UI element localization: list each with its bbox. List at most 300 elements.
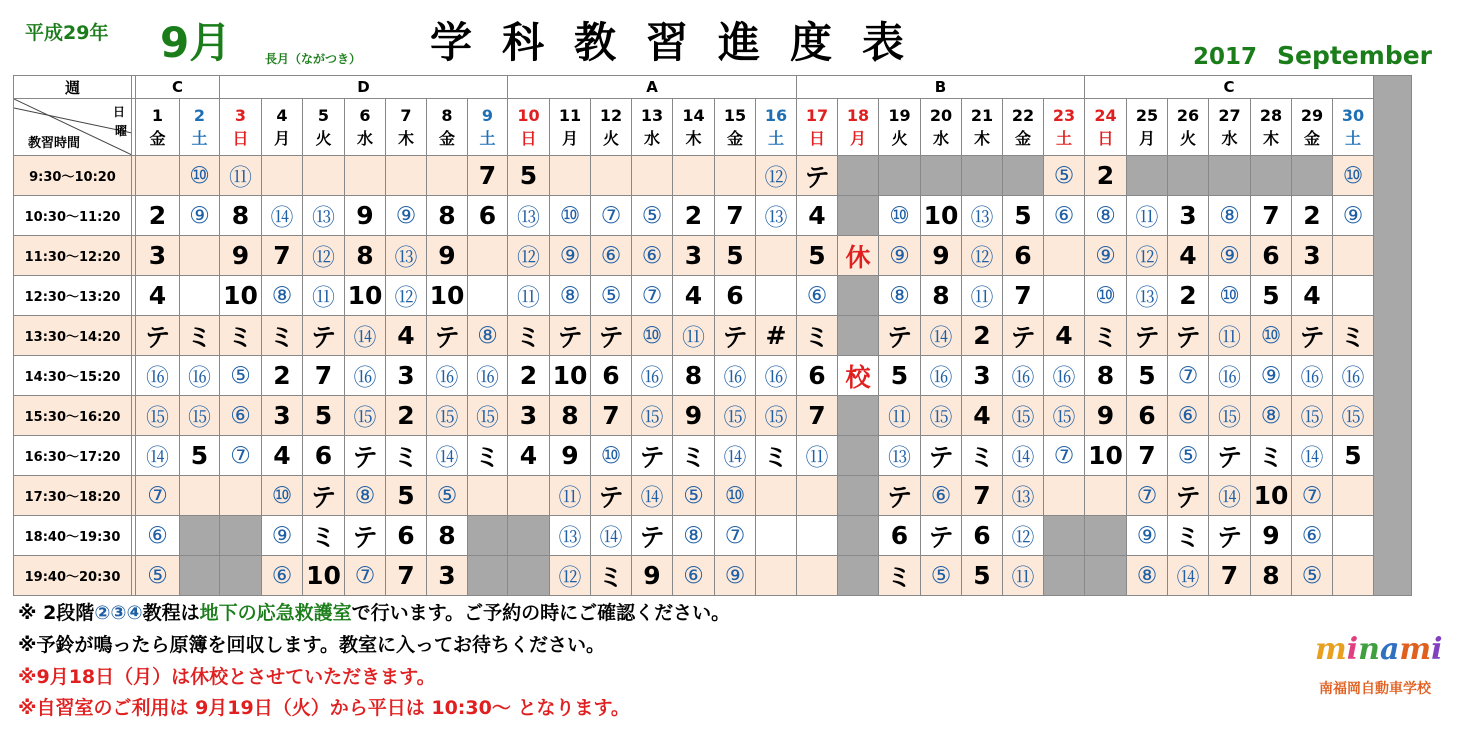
school-logo: minami 南福岡自動車学校	[1315, 632, 1443, 697]
lesson-cell: ミ	[1085, 316, 1127, 356]
lesson-cell: 9	[921, 236, 962, 276]
lesson-cell: ⑬	[386, 236, 427, 276]
lesson-cell: ミ	[879, 556, 921, 596]
lesson-cell: ⑮	[1209, 396, 1251, 436]
lesson-cell: 5	[1333, 436, 1374, 476]
lesson-cell: ⑯	[1209, 356, 1251, 396]
lesson-cell: 2	[508, 356, 550, 396]
closed-slot	[220, 556, 262, 596]
lesson-cell: ⑫	[303, 236, 345, 276]
closed-slot	[838, 276, 879, 316]
lesson-cell: ⑫	[386, 276, 427, 316]
day-weekday: 水	[1221, 129, 1238, 148]
lesson-cell: 6	[468, 196, 508, 236]
day-header	[715, 99, 756, 156]
day-number: 12	[599, 106, 623, 125]
day-number: 10	[517, 106, 540, 125]
lesson-cell: ⑧	[262, 276, 303, 316]
lesson-cell	[508, 476, 550, 516]
day-header	[797, 99, 838, 156]
lesson-cell: ⑧	[879, 276, 921, 316]
month-label: 9月	[160, 18, 232, 67]
lesson-cell: 5	[1127, 356, 1168, 396]
lesson-cell: ⑨	[550, 236, 591, 276]
lesson-cell: テ	[632, 436, 673, 476]
lesson-cell: ⑨	[180, 196, 220, 236]
lesson-cell: ⑭	[921, 316, 962, 356]
day-weekday: 火	[891, 129, 908, 148]
lesson-cell	[468, 276, 508, 316]
time-slot: 13:30～14:20	[14, 316, 132, 356]
lesson-cell: 5	[962, 556, 1003, 596]
lesson-cell: ⑭	[136, 436, 180, 476]
week-header-label: 週	[14, 76, 132, 99]
lesson-cell: ⑯	[715, 356, 756, 396]
lesson-cell: ⑯	[1044, 356, 1085, 396]
lesson-cell	[1044, 476, 1085, 516]
day-number: 28	[1259, 106, 1283, 125]
table-row	[14, 396, 1412, 436]
lesson-cell: テ	[591, 316, 632, 356]
day-weekday: 木	[973, 129, 990, 148]
lesson-cell: 10	[1251, 476, 1292, 516]
day-header	[1292, 99, 1333, 156]
lesson-cell	[262, 156, 303, 196]
lesson-cell: 4	[1292, 276, 1333, 316]
day-number: 19	[888, 106, 911, 125]
day-header	[1251, 99, 1292, 156]
lesson-cell: ⑤	[1292, 556, 1333, 596]
time-slot: 16:30～17:20	[14, 436, 132, 476]
lesson-cell: ⑤	[136, 556, 180, 596]
lesson-cell: ミ	[756, 436, 797, 476]
corner-time-label: 教習時間	[28, 136, 81, 151]
day-header	[427, 99, 468, 156]
closed-slot	[838, 396, 879, 436]
lesson-cell: ⑪	[962, 276, 1003, 316]
lesson-cell: ⑭	[715, 436, 756, 476]
lesson-cell: ミ	[386, 436, 427, 476]
lesson-cell: テ	[136, 316, 180, 356]
closed-slot	[180, 516, 220, 556]
lesson-cell: ⑤	[591, 276, 632, 316]
lesson-cell: ⑩	[550, 196, 591, 236]
day-header	[386, 99, 427, 156]
lesson-cell: ⑤	[673, 476, 715, 516]
day-number: 27	[1218, 106, 1241, 125]
table-row	[14, 436, 1412, 476]
lesson-cell: テ	[1292, 316, 1333, 356]
lesson-cell: 10	[550, 356, 591, 396]
day-weekday: 土	[191, 129, 208, 148]
lesson-cell: 7	[1003, 276, 1044, 316]
lesson-cell: 7	[386, 556, 427, 596]
lesson-cell: ⑧	[1209, 196, 1251, 236]
lesson-cell	[220, 476, 262, 516]
lesson-cell: ⑭	[632, 476, 673, 516]
lesson-cell: ⑨	[262, 516, 303, 556]
day-header	[1168, 99, 1209, 156]
day-header	[1333, 99, 1374, 156]
day-header	[303, 99, 345, 156]
closed-slot	[1251, 156, 1292, 196]
lesson-cell	[756, 276, 797, 316]
lesson-cell	[180, 236, 220, 276]
day-number: 26	[1176, 106, 1200, 125]
lesson-cell: ⑩	[1209, 276, 1251, 316]
lesson-cell: ⑯	[1292, 356, 1333, 396]
lesson-cell: ⑩	[1333, 156, 1374, 196]
table-row	[14, 316, 1412, 356]
lesson-cell: ⑨	[1209, 236, 1251, 276]
lesson-cell: ⑤	[427, 476, 468, 516]
lesson-cell: 8	[550, 396, 591, 436]
day-header	[1127, 99, 1168, 156]
lesson-cell	[345, 156, 386, 196]
lesson-cell: ⑬	[1127, 276, 1168, 316]
day-header	[921, 99, 962, 156]
day-number: 17	[805, 106, 829, 125]
lesson-cell: 9	[1251, 516, 1292, 556]
lesson-cell: 2	[962, 316, 1003, 356]
lesson-cell: 6	[591, 356, 632, 396]
lesson-cell: ⑪	[508, 276, 550, 316]
table-row	[14, 556, 1412, 596]
lesson-cell: ⑬	[962, 196, 1003, 236]
lesson-cell: テ	[797, 156, 838, 196]
lesson-cell: ⑮	[1333, 396, 1374, 436]
lesson-cell: 8	[427, 196, 468, 236]
day-header	[879, 99, 921, 156]
lesson-cell: 8	[1085, 356, 1127, 396]
lesson-cell: ミ	[303, 516, 345, 556]
closed-slot	[1003, 156, 1044, 196]
lesson-cell: ⑩	[879, 196, 921, 236]
lesson-cell: ⑦	[136, 476, 180, 516]
time-slot: 17:30～18:20	[14, 476, 132, 516]
lesson-cell: 3	[508, 396, 550, 436]
day-weekday: 火	[315, 129, 332, 148]
lesson-cell: ⑮	[715, 396, 756, 436]
lesson-cell: 2	[262, 356, 303, 396]
lesson-cell	[591, 156, 632, 196]
closed-slot	[838, 316, 879, 356]
day-weekday: 金	[149, 129, 166, 148]
lesson-cell: 5	[303, 396, 345, 436]
day-header	[220, 99, 262, 156]
day-number: 13	[640, 106, 664, 125]
lesson-cell: ⑥	[1292, 516, 1333, 556]
lesson-cell: テ	[345, 516, 386, 556]
time-slot: 19:40～20:30	[14, 556, 132, 596]
lesson-cell: 5	[386, 476, 427, 516]
note-study-room: ※自習室のご利用は 9月19日（火）から平日は 10:30～ となります。	[18, 697, 630, 719]
lesson-cell: ミ	[797, 316, 838, 356]
lesson-cell: 7	[1127, 436, 1168, 476]
lesson-cell: 3	[962, 356, 1003, 396]
lesson-cell: 6	[879, 516, 921, 556]
day-weekday: 金	[438, 129, 455, 148]
lesson-cell: ミ	[591, 556, 632, 596]
lesson-cell: ⑯	[1333, 356, 1374, 396]
lesson-cell: ⑧	[468, 316, 508, 356]
day-weekday: 月	[273, 129, 290, 148]
lesson-cell: ⑬	[508, 196, 550, 236]
lesson-cell: ⑩	[591, 436, 632, 476]
note-basement-prefix: ※ 2段階	[18, 602, 95, 624]
lesson-cell: ⑯	[632, 356, 673, 396]
lesson-cell: テ	[303, 476, 345, 516]
day-weekday: 金	[726, 129, 743, 148]
lesson-cell: ⑮	[345, 396, 386, 436]
closed-slot	[1168, 156, 1209, 196]
lesson-cell: ミ	[673, 436, 715, 476]
lesson-cell: テ	[1003, 316, 1044, 356]
table-row	[14, 276, 1412, 316]
day-number: 11	[558, 106, 582, 125]
lesson-cell: ⑧	[1251, 396, 1292, 436]
lesson-cell: ⑭	[345, 316, 386, 356]
lesson-cell	[756, 556, 797, 596]
lesson-cell: ⑫	[962, 236, 1003, 276]
lesson-cell: ⑪	[220, 156, 262, 196]
lesson-cell: 7	[303, 356, 345, 396]
lesson-cell	[303, 156, 345, 196]
closed-slot	[180, 556, 220, 596]
era-year: 平成29年	[25, 22, 109, 44]
lesson-cell	[1333, 516, 1374, 556]
lesson-cell	[797, 476, 838, 516]
note-basement	[18, 598, 730, 625]
lesson-cell: ⑪	[879, 396, 921, 436]
lesson-cell	[756, 516, 797, 556]
lesson-cell: 8	[1251, 556, 1292, 596]
day-weekday: 日	[520, 129, 537, 148]
closed-slot	[508, 556, 550, 596]
lesson-cell: 2	[1168, 276, 1209, 316]
day-weekday: 月	[561, 129, 578, 148]
lesson-cell: 7	[797, 396, 838, 436]
lesson-cell: ⑩	[1251, 316, 1292, 356]
time-slot: 12:30～13:20	[14, 276, 132, 316]
lesson-cell: ⑧	[673, 516, 715, 556]
lesson-cell: ⑥	[797, 276, 838, 316]
lesson-cell: 3	[386, 356, 427, 396]
lesson-cell	[756, 476, 797, 516]
lesson-cell: ⑪	[797, 436, 838, 476]
time-slot: 9:30～10:20	[14, 156, 132, 196]
lesson-cell: ⑭	[1168, 556, 1209, 596]
day-number: 4	[276, 106, 288, 125]
lesson-cell: 3	[673, 236, 715, 276]
lesson-cell: 6	[962, 516, 1003, 556]
lesson-cell: 休	[838, 236, 879, 276]
page-title: 学科教習進度表	[430, 18, 935, 67]
day-weekday: 水	[932, 129, 949, 148]
year-label: 2017	[1193, 44, 1258, 70]
lesson-cell: 6	[303, 436, 345, 476]
day-header	[262, 99, 303, 156]
lesson-cell: ⑩	[262, 476, 303, 516]
closed-slot	[1085, 516, 1127, 556]
lesson-cell: テ	[879, 476, 921, 516]
lesson-cell: ⑨	[1333, 196, 1374, 236]
lesson-cell: 10	[921, 196, 962, 236]
day-header	[1003, 99, 1044, 156]
lesson-cell: ⑤	[220, 356, 262, 396]
day-number: 5	[317, 106, 330, 125]
lesson-cell: 5	[715, 236, 756, 276]
day-header	[591, 99, 632, 156]
day-weekday: 土	[1344, 129, 1361, 148]
day-header	[673, 99, 715, 156]
week-group: A	[508, 76, 797, 99]
lesson-cell	[1333, 556, 1374, 596]
month-english: September	[1277, 41, 1432, 70]
lesson-cell: ⑪	[303, 276, 345, 316]
school-name: 南福岡自動車学校	[1319, 681, 1431, 697]
lesson-cell	[673, 156, 715, 196]
day-header	[136, 99, 180, 156]
lesson-cell: 3	[1292, 236, 1333, 276]
lesson-cell: ミ	[220, 316, 262, 356]
lesson-cell	[1333, 476, 1374, 516]
lesson-cell: ⑩	[715, 476, 756, 516]
lesson-cell: ミ	[1333, 316, 1374, 356]
closed-slot	[1292, 156, 1333, 196]
day-weekday: 火	[602, 129, 619, 148]
lesson-cell: ⑤	[632, 196, 673, 236]
day-weekday: 金	[1014, 129, 1031, 148]
week-group: D	[220, 76, 508, 99]
lesson-cell: ⑮	[180, 396, 220, 436]
day-weekday: 日	[808, 129, 825, 148]
lesson-cell: ⑫	[1127, 236, 1168, 276]
lesson-cell: ⑮	[1292, 396, 1333, 436]
lesson-cell: ⑮	[632, 396, 673, 436]
lesson-cell: ⑮	[427, 396, 468, 436]
day-header	[508, 99, 550, 156]
note-basement-mid: 教程は	[142, 602, 200, 624]
lesson-cell: テ	[1168, 316, 1209, 356]
day-number: 6	[359, 106, 371, 125]
note-basement-stages: ②③④	[94, 602, 143, 624]
lesson-cell: 10	[303, 556, 345, 596]
lesson-cell: 5	[1003, 196, 1044, 236]
lesson-cell: 2	[136, 196, 180, 236]
lesson-cell: 6	[1251, 236, 1292, 276]
lesson-cell	[1085, 476, 1127, 516]
closed-slot	[838, 516, 879, 556]
closed-slot	[468, 556, 508, 596]
lesson-cell: 4	[1044, 316, 1085, 356]
lesson-cell: テ	[715, 316, 756, 356]
lesson-cell: ⑩	[1085, 276, 1127, 316]
lesson-cell: ミ	[1251, 436, 1292, 476]
day-number: 24	[1094, 106, 1117, 125]
lesson-cell: ⑭	[591, 516, 632, 556]
lesson-cell: テ	[921, 436, 962, 476]
lesson-cell: 8	[921, 276, 962, 316]
lesson-cell: ⑪	[673, 316, 715, 356]
lesson-cell: ⑯	[136, 356, 180, 396]
lesson-cell: ⑯	[427, 356, 468, 396]
day-number: 8	[441, 106, 453, 125]
lesson-cell: ⑬	[303, 196, 345, 236]
day-number: 14	[682, 106, 705, 125]
day-number: 30	[1341, 106, 1365, 125]
time-slot: 14:30～15:20	[14, 356, 132, 396]
lesson-cell: ⑥	[921, 476, 962, 516]
lesson-cell: ミ	[262, 316, 303, 356]
lesson-cell: ⑦	[220, 436, 262, 476]
lesson-cell: 8	[673, 356, 715, 396]
lesson-cell: 7	[715, 196, 756, 236]
lesson-cell	[550, 156, 591, 196]
lesson-cell: 2	[673, 196, 715, 236]
corner-day-label: 日	[112, 105, 125, 119]
table-row	[14, 156, 1412, 196]
lesson-cell: ⑮	[921, 396, 962, 436]
day-weekday: 水	[643, 129, 660, 148]
lesson-cell: ⑦	[1044, 436, 1085, 476]
lesson-cell: 4	[136, 276, 180, 316]
lesson-cell: ⑥	[591, 236, 632, 276]
lesson-cell: ⑮	[1044, 396, 1085, 436]
lesson-cell: テ	[1209, 436, 1251, 476]
lesson-cell: ⑬	[879, 436, 921, 476]
lesson-cell: 3	[427, 556, 468, 596]
day-header	[838, 99, 879, 156]
closed-slot	[838, 196, 879, 236]
table-row	[14, 196, 1412, 236]
lesson-cell: 4	[673, 276, 715, 316]
day-weekday: 土	[767, 129, 784, 148]
lesson-cell: 2	[1085, 156, 1127, 196]
lesson-cell: 7	[262, 236, 303, 276]
closed-slot	[921, 156, 962, 196]
closed-slot	[1209, 156, 1251, 196]
lesson-cell: ⑯	[468, 356, 508, 396]
closed-slot	[1127, 156, 1168, 196]
day-weekday: 木	[685, 129, 702, 148]
lesson-cell: ⑤	[1044, 156, 1085, 196]
lesson-cell: ⑯	[921, 356, 962, 396]
lesson-cell: ⑨	[1251, 356, 1292, 396]
lesson-cell: 9	[427, 236, 468, 276]
lesson-cell: 10	[427, 276, 468, 316]
lesson-cell: 7	[962, 476, 1003, 516]
lesson-cell: 4	[1168, 236, 1209, 276]
lesson-cell: ミ	[962, 436, 1003, 476]
lesson-cell: 6	[715, 276, 756, 316]
lesson-cell: ⑧	[550, 276, 591, 316]
lesson-cell: ⑦	[1168, 356, 1209, 396]
lesson-cell: ミ	[1168, 516, 1209, 556]
lesson-cell: 7	[468, 156, 508, 196]
lesson-cell	[180, 276, 220, 316]
lesson-cell: テ	[1127, 316, 1168, 356]
lesson-cell: ⑮	[756, 396, 797, 436]
lesson-cell: ⑬	[756, 196, 797, 236]
day-header	[550, 99, 591, 156]
closed-slot	[962, 156, 1003, 196]
lesson-cell: ミ	[508, 316, 550, 356]
table-row	[14, 476, 1412, 516]
lesson-cell: 3	[262, 396, 303, 436]
lesson-cell: 10	[1085, 436, 1127, 476]
lesson-cell: #	[756, 316, 797, 356]
